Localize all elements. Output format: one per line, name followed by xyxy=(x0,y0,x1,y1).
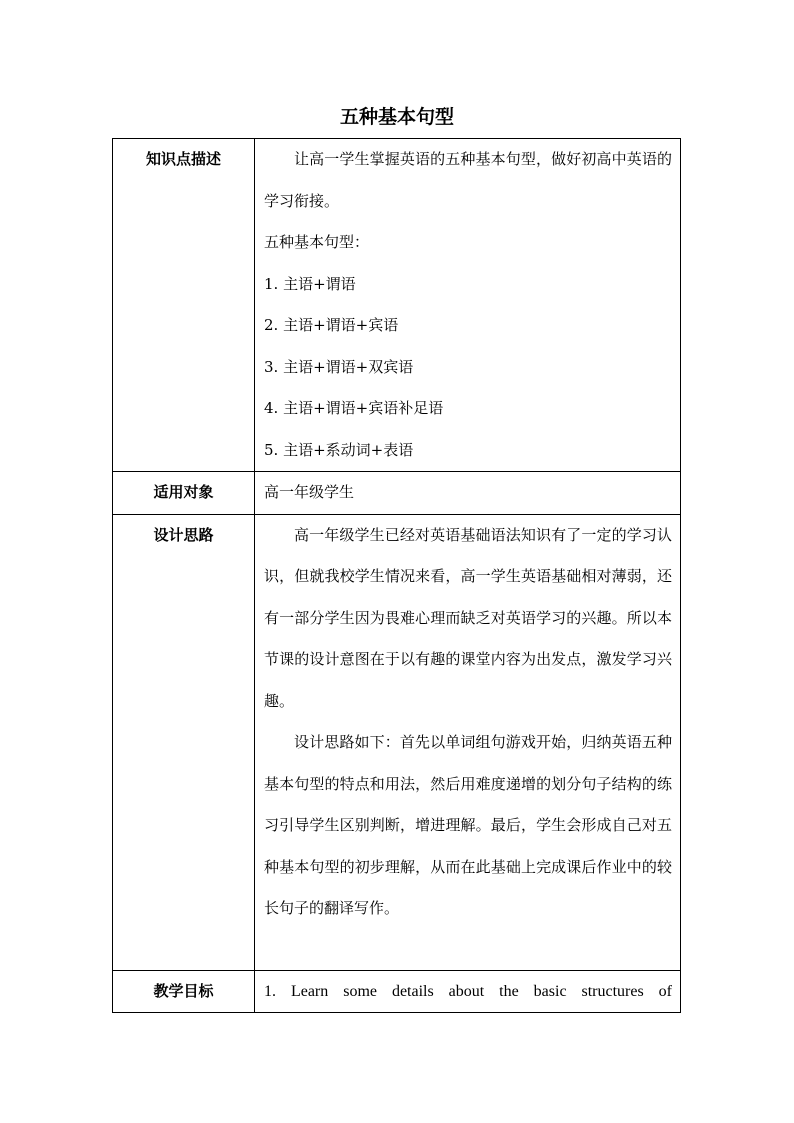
audience-text: 高一年级学生 xyxy=(264,483,355,501)
pattern-item-2: 2. 主语+谓语+宾语 xyxy=(264,316,399,334)
objective-item-1: 1. Learn some details about the basic structures of xyxy=(264,982,672,1000)
row-content-design xyxy=(255,514,681,970)
knowledge-intro: 让高一学生掌握英语的五种基本句型，做好初高中英语的学习衔接。 xyxy=(264,150,672,210)
row-label-objectives-text: 教学目标 xyxy=(153,981,214,1000)
table-row-objectives xyxy=(113,970,681,1013)
table-row-design xyxy=(113,514,681,970)
pattern-item-4: 4. 主语+谓语+宾语补足语 xyxy=(264,399,444,417)
row-label-design xyxy=(113,514,255,970)
design-paragraph-2: 设计思路如下：首先以单词组句游戏开始，归纳英语五种基本句型的特点和用法，然后用难度递增的划分句子结构的练习引导学生区别判断，增进理解。最后，学生会形成自己对五种基本句型的初步理解，从而在此基础上完成课后作业中的较长句子的翻译写作。 xyxy=(264,733,672,917)
pattern-item-3: 3. 主语+谓语+双宾语 xyxy=(264,357,414,376)
knowledge-subtitle: 五种基本句型： xyxy=(264,233,370,251)
row-content-objectives xyxy=(255,970,681,1013)
row-label-knowledge-text: 知识点描述 xyxy=(145,150,221,168)
row-content-audience xyxy=(255,472,681,515)
row-content-knowledge xyxy=(255,139,681,472)
row-label-audience-text: 适用对象 xyxy=(153,483,214,501)
row-label-design-text: 设计思路 xyxy=(153,525,214,544)
pattern-item-1: 1. 主语+谓语 xyxy=(264,274,356,293)
row-label-audience xyxy=(113,472,255,515)
row-label-objectives xyxy=(113,970,255,1013)
design-paragraph-1: 高一年级学生已经对英语基础语法知识有了一定的学习认识，但就我校学生情况来看，高一学生英语基础相对薄弱，还有一部分学生因为畏难心理而缺乏对英语学习的兴趣。所以本节课的设计意图在于以有趣的课堂内容为出发点，激发学习兴趣。 xyxy=(264,525,672,710)
lesson-info-table xyxy=(112,138,681,1013)
table-row-knowledge xyxy=(113,139,681,472)
document-title: 五种基本句型 xyxy=(339,106,454,128)
table-row-audience xyxy=(113,472,681,515)
row-label-knowledge xyxy=(113,139,255,472)
pattern-item-5: 5. 主语+系动词+表语 xyxy=(264,440,414,459)
